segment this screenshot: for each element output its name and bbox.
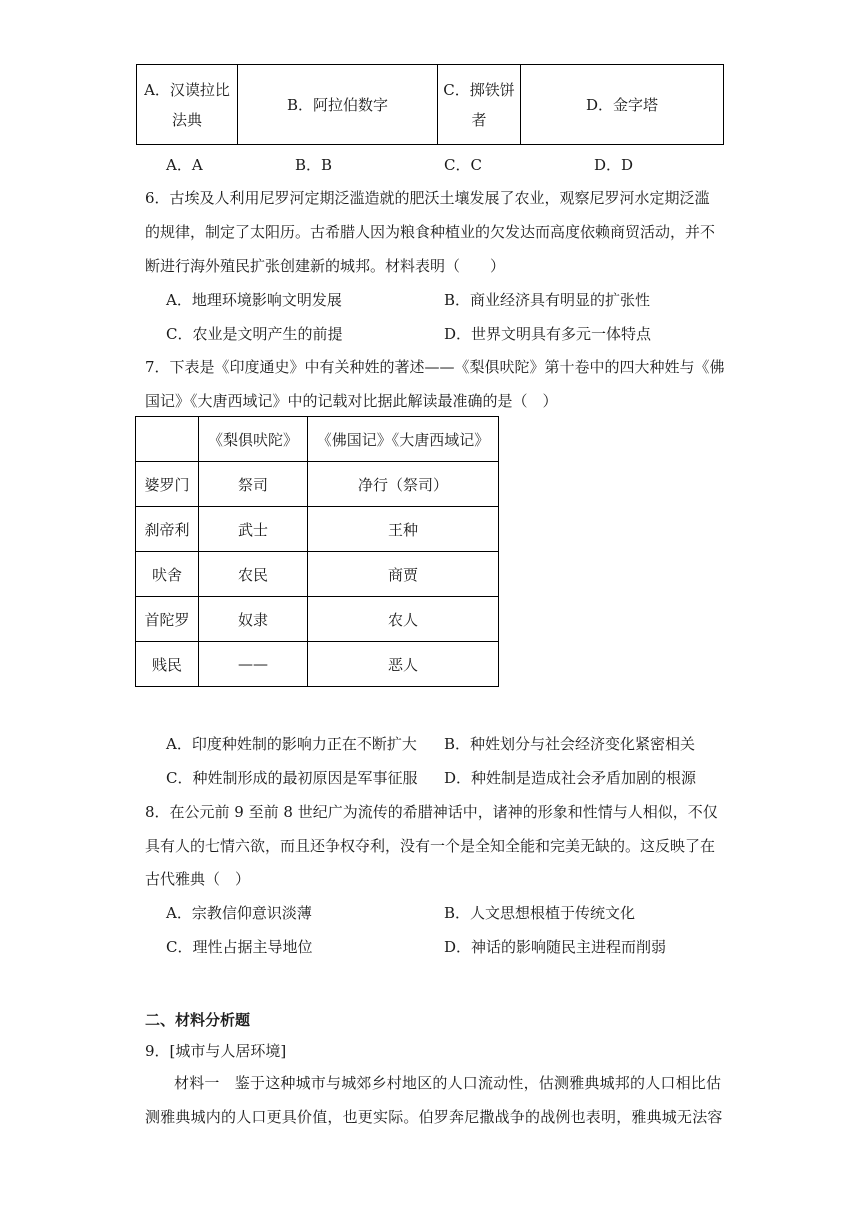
q7-stem-line: 国记》《大唐西域记》中的记载对比据此解读最准确的是（ ） [145,392,558,410]
q5-table-cell: C．掷铁饼者 [438,65,521,145]
table-cell: 农人 [308,597,499,642]
q6-option-d: D．世界文明具有多元一体特点 [444,325,652,343]
q7-stem-line: 7．下表是《印度通史》中有关种姓的著述——《梨俱吠陀》第十卷中的四大种姓与《佛 [145,358,725,376]
table-cell: 武士 [199,507,308,552]
q5-option-c: C．C [444,156,482,174]
q5-table-cell: D．金字塔 [521,65,724,145]
table-cell: 婆罗门 [136,462,199,507]
q5-table-cell: A．汉谟拉比法典 [137,65,238,145]
q7-option-b: B．种姓划分与社会经济变化紧密相关 [444,735,696,753]
q8-option-a: A．宗教信仰意识淡薄 [166,904,312,922]
table-cell: 农民 [199,552,308,597]
q7-option-c: C．种姓制形成的最初原因是军事征服 [166,769,418,787]
table-cell: 奴隶 [199,597,308,642]
q9-title: 9．[城市与人居环境] [145,1042,287,1060]
q6-stem-line: 断进行海外殖民扩张创建新的城邦。材料表明（ ） [145,257,506,275]
q6-option-a: A．地理环境影响文明发展 [166,291,342,309]
table-header-cell: 《梨俱吠陀》 [199,417,308,462]
q8-stem-line: 古代雅典（ ） [145,870,251,888]
q8-option-d: D．神话的影响随民主进程而削弱 [444,938,667,956]
table-cell: 贱民 [136,642,199,687]
table-cell: —— [199,642,308,687]
table-row [136,507,499,552]
q7-option-d: D．种姓制是造成社会矛盾加剧的根源 [444,769,697,787]
q9-material-line: 测雅典城内的人口更具价值，也更实际。伯罗奔尼撒战争的战例也表明，雅典城无法容 [145,1108,723,1126]
q8-option-c: C．理性占据主导地位 [166,938,313,956]
table-header-row [136,417,499,462]
q5-table-cell: B．阿拉伯数字 [238,65,438,145]
table-cell: 首陀罗 [136,597,199,642]
table-row [136,462,499,507]
q8-stem-line: 具有人的七情六欲，而且还争权夺利，没有一个是全知全能和完美无缺的。这反映了在 [145,837,716,855]
table-cell: 吠舍 [136,552,199,597]
q5-option-d: D．D [594,156,634,174]
table-row [136,642,499,687]
table-cell: 王种 [308,507,499,552]
q5-option-b: B．B [295,156,333,174]
q8-option-b: B．人文思想根植于传统文化 [444,904,636,922]
table-header-cell [136,417,199,462]
q6-option-b: B．商业经济具有明显的扩张性 [444,291,651,309]
q9-material-line: 材料一 鉴于这种城市与城郊乡村地区的人口流动性，估测雅典城邦的人口相比估 [174,1074,722,1092]
q5-options-table [136,64,724,145]
q5-option-a: A．A [166,156,203,174]
q8-stem-line: 8．在公元前 9 至前 8 世纪广为流传的希腊神话中，诸神的形象和性情与人相似，不仅 [145,803,718,821]
table-cell: 净行（祭司） [308,462,499,507]
table-cell: 恶人 [308,642,499,687]
table-row [136,597,499,642]
q6-stem-line: 6．古埃及人利用尼罗河定期泛滥造就的肥沃土壤发展了农业，观察尼罗河水定期泛滥 [145,189,710,207]
q6-option-c: C．农业是文明产生的前提 [166,325,343,343]
q7-option-a: A．印度种姓制的影响力正在不断扩大 [166,735,417,753]
section-heading: 二、材料分析题 [145,1011,251,1029]
table-row [136,552,499,597]
table-cell: 祭司 [199,462,308,507]
table-header-cell: 《佛国记》《大唐西域记》 [308,417,499,462]
table-cell: 商贾 [308,552,499,597]
caste-comparison-table [135,416,499,687]
table-cell: 刹帝利 [136,507,199,552]
q6-stem-line: 的规律，制定了太阳历。古希腊人因为粮食种植业的欠发达而高度依赖商贸活动，并不 [145,223,716,241]
